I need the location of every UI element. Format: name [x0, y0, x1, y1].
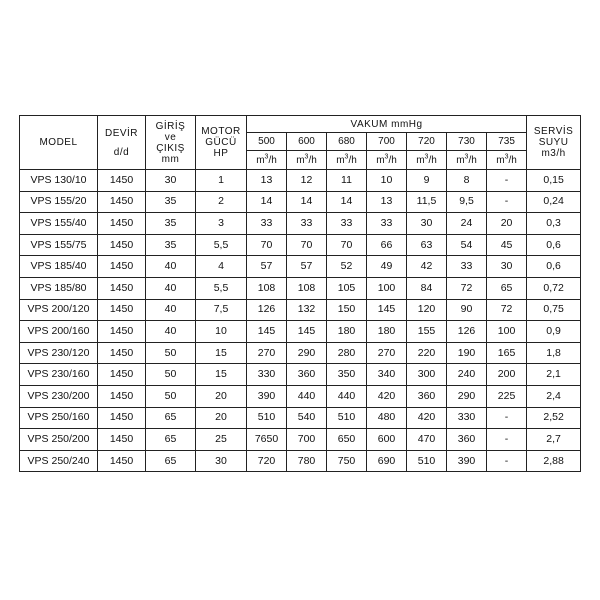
flow-cell: -	[487, 191, 527, 213]
table-row	[20, 299, 581, 321]
devir-cell: 1450	[98, 321, 146, 343]
flow-unit-cell: $m^3/h$	[407, 151, 447, 170]
flow-cell: 57	[287, 256, 327, 278]
flow-cell: 420	[367, 385, 407, 407]
flow-cell: 145	[247, 321, 287, 343]
flow-unit-cell: $m^3/h$	[247, 151, 287, 170]
giris-cell: 35	[146, 213, 196, 235]
flow-cell: -	[487, 429, 527, 451]
giris-cell: 40	[146, 299, 196, 321]
flow-cell: 33	[367, 213, 407, 235]
model-cell: VPS 185/80	[20, 277, 98, 299]
model-cell: VPS 230/200	[20, 385, 98, 407]
flow-cell: 145	[367, 299, 407, 321]
flow-cell: 150	[327, 299, 367, 321]
motor-cell: 1	[196, 170, 247, 192]
motor-cell: 10	[196, 321, 247, 343]
flow-cell: 480	[367, 407, 407, 429]
motor-cell: 15	[196, 342, 247, 364]
giris-cell: 35	[146, 234, 196, 256]
flow-cell: 33	[447, 256, 487, 278]
model-cell: VPS 130/10	[20, 170, 98, 192]
flow-cell: 105	[327, 277, 367, 299]
table-row	[20, 321, 581, 343]
flow-cell: 510	[247, 407, 287, 429]
flow-cell: 49	[367, 256, 407, 278]
model-cell: VPS 230/120	[20, 342, 98, 364]
flow-cell: 165	[487, 342, 527, 364]
flow-cell: 24	[447, 213, 487, 235]
flow-cell: 750	[327, 450, 367, 472]
devir-cell: 1450	[98, 256, 146, 278]
devir-cell: 1450	[98, 277, 146, 299]
flow-cell: 10	[367, 170, 407, 192]
vacuum-level-cell: 720	[407, 133, 447, 151]
flow-cell: 33	[247, 213, 287, 235]
giris-cell: 40	[146, 321, 196, 343]
flow-cell: 540	[287, 407, 327, 429]
table-header	[20, 116, 581, 170]
flow-cell: 9,5	[447, 191, 487, 213]
flow-cell: 13	[367, 191, 407, 213]
devir-cell: 1450	[98, 191, 146, 213]
flow-cell: 240	[447, 364, 487, 386]
service-water-cell: 0,15	[527, 170, 581, 192]
flow-cell: 72	[447, 277, 487, 299]
flow-cell: 52	[327, 256, 367, 278]
giris-cell: 50	[146, 364, 196, 386]
model-cell: VPS 185/40	[20, 256, 98, 278]
model-cell: VPS 200/120	[20, 299, 98, 321]
flow-cell: 330	[247, 364, 287, 386]
table-row	[20, 385, 581, 407]
flow-cell: 390	[447, 450, 487, 472]
motor-cell: 2	[196, 191, 247, 213]
flow-unit-cell: $m^3/h$	[287, 151, 327, 170]
motor-cell: 25	[196, 429, 247, 451]
flow-cell: 225	[487, 385, 527, 407]
table-row	[20, 364, 581, 386]
service-water-cell: 2,4	[527, 385, 581, 407]
service-water-cell: 2,7	[527, 429, 581, 451]
motor-cell: 4	[196, 256, 247, 278]
motor-cell: 5,5	[196, 234, 247, 256]
flow-unit-cell: $m^3/h$	[447, 151, 487, 170]
flow-cell: 360	[447, 429, 487, 451]
flow-cell: 290	[287, 342, 327, 364]
flow-cell: -	[487, 170, 527, 192]
flow-cell: 510	[327, 407, 367, 429]
flow-cell: 84	[407, 277, 447, 299]
flow-cell: 57	[247, 256, 287, 278]
flow-cell: 155	[407, 321, 447, 343]
flow-cell: 300	[407, 364, 447, 386]
flow-cell: 690	[367, 450, 407, 472]
flow-cell: 70	[327, 234, 367, 256]
vacuum-header: VAKUM mmHg	[247, 116, 527, 133]
devir-cell: 1450	[98, 364, 146, 386]
service-water-cell: 0,3	[527, 213, 581, 235]
vacuum-level-cell: 600	[287, 133, 327, 151]
table-row	[20, 234, 581, 256]
model-header: MODEL	[20, 116, 98, 170]
flow-cell: 12	[287, 170, 327, 192]
flow-cell: 70	[247, 234, 287, 256]
flow-cell: 90	[447, 299, 487, 321]
model-cell: VPS 230/160	[20, 364, 98, 386]
service-water-cell: 0,9	[527, 321, 581, 343]
flow-cell: 390	[247, 385, 287, 407]
giris-cell: 65	[146, 450, 196, 472]
flow-cell: 108	[287, 277, 327, 299]
motor-cell: 7,5	[196, 299, 247, 321]
giris-cell: 30	[146, 170, 196, 192]
flow-cell: 270	[247, 342, 287, 364]
flow-cell: 290	[447, 385, 487, 407]
motor-cell: 20	[196, 385, 247, 407]
flow-cell: 63	[407, 234, 447, 256]
flow-cell: 510	[407, 450, 447, 472]
service-water-cell: 0,72	[527, 277, 581, 299]
flow-cell: 11	[327, 170, 367, 192]
flow-cell: 33	[287, 213, 327, 235]
giris-cell: 65	[146, 407, 196, 429]
motor-cell: 15	[196, 364, 247, 386]
flow-cell: 7650	[247, 429, 287, 451]
flow-cell: 280	[327, 342, 367, 364]
service-water-cell: 2,1	[527, 364, 581, 386]
table-body	[20, 170, 581, 472]
flow-cell: 14	[247, 191, 287, 213]
flow-cell: 780	[287, 450, 327, 472]
devir-cell: 1450	[98, 407, 146, 429]
flow-cell: 330	[447, 407, 487, 429]
table-row	[20, 256, 581, 278]
flow-cell: 13	[247, 170, 287, 192]
model-cell: VPS 155/40	[20, 213, 98, 235]
service-water-cell: 0,6	[527, 256, 581, 278]
flow-cell: 220	[407, 342, 447, 364]
table-row	[20, 342, 581, 364]
motor-cell: 5,5	[196, 277, 247, 299]
flow-cell: 120	[407, 299, 447, 321]
giris-cell: 40	[146, 256, 196, 278]
table-row	[20, 450, 581, 472]
flow-cell: 350	[327, 364, 367, 386]
motor-cell: 20	[196, 407, 247, 429]
flow-cell: 340	[367, 364, 407, 386]
flow-cell: 8	[447, 170, 487, 192]
flow-cell: 14	[287, 191, 327, 213]
flow-cell: 440	[327, 385, 367, 407]
flow-cell: 440	[287, 385, 327, 407]
flow-cell: 30	[407, 213, 447, 235]
flow-cell: 108	[247, 277, 287, 299]
motor-power-header: MOTOR GÜCÜ HP	[196, 116, 247, 170]
flow-cell: 126	[247, 299, 287, 321]
giris-cell: 50	[146, 342, 196, 364]
flow-cell: -	[487, 407, 527, 429]
devir-cell: 1450	[98, 299, 146, 321]
flow-cell: 33	[327, 213, 367, 235]
flow-cell: 360	[407, 385, 447, 407]
model-cell: VPS 200/160	[20, 321, 98, 343]
flow-cell: -	[487, 450, 527, 472]
giris-cell: 35	[146, 191, 196, 213]
flow-cell: 66	[367, 234, 407, 256]
flow-cell: 45	[487, 234, 527, 256]
flow-cell: 100	[487, 321, 527, 343]
flow-cell: 65	[487, 277, 527, 299]
model-cell: VPS 155/20	[20, 191, 98, 213]
giris-cikis-header: GİRİŞ ve ÇIKIŞ mm	[146, 116, 196, 170]
flow-cell: 11,5	[407, 191, 447, 213]
vacuum-level-cell: 500	[247, 133, 287, 151]
devir-cell: 1450	[98, 429, 146, 451]
flow-cell: 650	[327, 429, 367, 451]
vacuum-level-cell: 730	[447, 133, 487, 151]
flow-cell: 180	[327, 321, 367, 343]
flow-cell: 145	[287, 321, 327, 343]
vacuum-level-cell: 735	[487, 133, 527, 151]
flow-cell: 54	[447, 234, 487, 256]
model-cell: VPS 250/200	[20, 429, 98, 451]
model-cell: VPS 250/240	[20, 450, 98, 472]
table-row	[20, 191, 581, 213]
pump-spec-table	[19, 115, 581, 472]
flow-cell: 700	[287, 429, 327, 451]
flow-cell: 190	[447, 342, 487, 364]
flow-cell: 72	[487, 299, 527, 321]
service-water-cell: 0,6	[527, 234, 581, 256]
service-water-cell: 2,88	[527, 450, 581, 472]
devir-cell: 1450	[98, 342, 146, 364]
table-row	[20, 407, 581, 429]
table-row	[20, 170, 581, 192]
service-water-cell: 2,52	[527, 407, 581, 429]
motor-cell: 30	[196, 450, 247, 472]
flow-cell: 70	[287, 234, 327, 256]
flow-unit-cell: $m^3/h$	[487, 151, 527, 170]
service-water-header: SERVİS SUYU m3/h	[527, 116, 581, 170]
giris-cell: 65	[146, 429, 196, 451]
table-row	[20, 213, 581, 235]
vacuum-level-cell: 700	[367, 133, 407, 151]
service-water-cell: 0,24	[527, 191, 581, 213]
devir-cell: 1450	[98, 234, 146, 256]
flow-cell: 132	[287, 299, 327, 321]
flow-cell: 420	[407, 407, 447, 429]
flow-cell: 360	[287, 364, 327, 386]
flow-cell: 9	[407, 170, 447, 192]
flow-cell: 200	[487, 364, 527, 386]
devir-cell: 1450	[98, 450, 146, 472]
flow-cell: 600	[367, 429, 407, 451]
devir-cell: 1450	[98, 213, 146, 235]
giris-cell: 50	[146, 385, 196, 407]
table-row	[20, 429, 581, 451]
model-cell: VPS 155/75	[20, 234, 98, 256]
devir-header: DEVİR d/d	[98, 116, 146, 170]
devir-cell: 1450	[98, 385, 146, 407]
flow-cell: 30	[487, 256, 527, 278]
flow-cell: 14	[327, 191, 367, 213]
service-water-cell: 1,8	[527, 342, 581, 364]
flow-cell: 720	[247, 450, 287, 472]
motor-cell: 3	[196, 213, 247, 235]
service-water-cell: 0,75	[527, 299, 581, 321]
flow-unit-cell: $m^3/h$	[327, 151, 367, 170]
flow-cell: 100	[367, 277, 407, 299]
devir-cell: 1450	[98, 170, 146, 192]
flow-cell: 270	[367, 342, 407, 364]
flow-cell: 42	[407, 256, 447, 278]
giris-cell: 40	[146, 277, 196, 299]
table-row	[20, 277, 581, 299]
flow-cell: 126	[447, 321, 487, 343]
flow-unit-cell: $m^3/h$	[367, 151, 407, 170]
flow-cell: 20	[487, 213, 527, 235]
flow-cell: 470	[407, 429, 447, 451]
flow-cell: 180	[367, 321, 407, 343]
model-cell: VPS 250/160	[20, 407, 98, 429]
vacuum-level-cell: 680	[327, 133, 367, 151]
